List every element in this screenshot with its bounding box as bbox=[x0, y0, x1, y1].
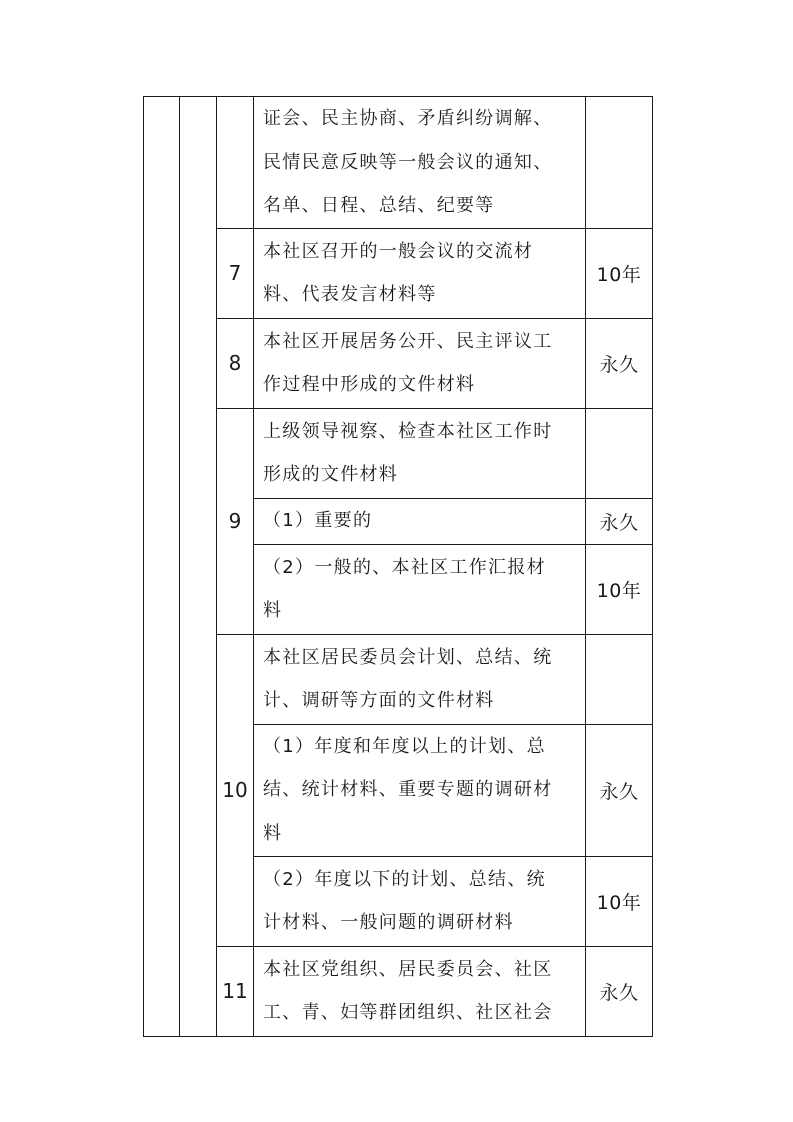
retention-period-cell: 永久 bbox=[586, 946, 653, 1036]
table-row bbox=[144, 97, 653, 229]
description-line: （1）重要的 bbox=[263, 510, 373, 532]
description-line: 本社区开展居务公开、民主评议工 bbox=[263, 330, 553, 352]
retention-schedule-table bbox=[143, 96, 653, 1037]
item-description-cell bbox=[254, 408, 586, 498]
item-description-cell bbox=[254, 498, 586, 544]
item-number-cell: 9 bbox=[217, 408, 254, 634]
item-description-cell bbox=[254, 228, 586, 318]
description-line: 本社区居民委员会计划、总结、统 bbox=[263, 646, 553, 668]
item-number-cell: 8 bbox=[217, 318, 254, 408]
description-line: 作过程中形成的文件材料 bbox=[263, 374, 476, 395]
description-line: 计材料、一般问题的调研材料 bbox=[263, 912, 514, 933]
description-line: 料、代表发言材料等 bbox=[263, 284, 437, 305]
description-line: 本社区党组织、居民委员会、社区 bbox=[263, 958, 553, 980]
description-line: 结、统计材料、重要专题的调研材 bbox=[263, 779, 553, 801]
item-description-cell bbox=[254, 97, 586, 229]
table-row bbox=[144, 634, 653, 724]
description-line: 形成的文件材料 bbox=[263, 464, 399, 485]
description-line: 本社区召开的一般会议的交流材 bbox=[263, 240, 534, 262]
table-row bbox=[144, 228, 653, 318]
retention-period-cell: 10年 bbox=[586, 856, 653, 946]
item-number-cell: 7 bbox=[217, 228, 254, 318]
item-description-cell bbox=[254, 544, 586, 634]
category-column-1 bbox=[144, 97, 180, 1037]
description-line: （1）年度和年度以上的计划、总 bbox=[263, 735, 546, 757]
retention-period-cell bbox=[586, 634, 653, 724]
retention-period-cell: 永久 bbox=[586, 724, 653, 856]
table-row bbox=[144, 318, 653, 408]
retention-period-cell: 永久 bbox=[586, 498, 653, 544]
item-description-cell bbox=[254, 856, 586, 946]
table-row bbox=[144, 408, 653, 498]
description-line: （2）年度以下的计划、总结、统 bbox=[263, 868, 546, 890]
description-line: 料 bbox=[263, 600, 283, 621]
item-description-cell bbox=[254, 634, 586, 724]
retention-period-cell: 10年 bbox=[586, 228, 653, 318]
description-line: 料 bbox=[263, 822, 283, 844]
table-row bbox=[144, 946, 653, 1036]
retention-period-cell bbox=[586, 97, 653, 229]
retention-period-cell bbox=[586, 408, 653, 498]
item-description-cell bbox=[254, 946, 586, 1036]
description-line: （2）一般的、本社区工作汇报材 bbox=[263, 556, 546, 578]
description-line: 名单、日程、总结、纪要等 bbox=[263, 195, 495, 216]
retention-period-cell: 10年 bbox=[586, 544, 653, 634]
description-line: 上级领导视察、检查本社区工作时 bbox=[263, 420, 553, 442]
description-line: 民情民意反映等一般会议的通知、 bbox=[263, 151, 553, 173]
description-line: 证会、民主协商、矛盾纠纷调解、 bbox=[263, 108, 553, 129]
retention-period-cell: 永久 bbox=[586, 318, 653, 408]
item-number-cell: 11 bbox=[217, 946, 254, 1036]
item-number-cell: 10 bbox=[217, 634, 254, 946]
category-column-2 bbox=[180, 97, 217, 1037]
item-number-cell bbox=[217, 97, 254, 229]
description-line: 计、调研等方面的文件材料 bbox=[263, 690, 495, 711]
item-description-cell bbox=[254, 724, 586, 856]
description-line: 工、青、妇等群团组织、社区社会 bbox=[263, 1002, 553, 1023]
item-description-cell bbox=[254, 318, 586, 408]
